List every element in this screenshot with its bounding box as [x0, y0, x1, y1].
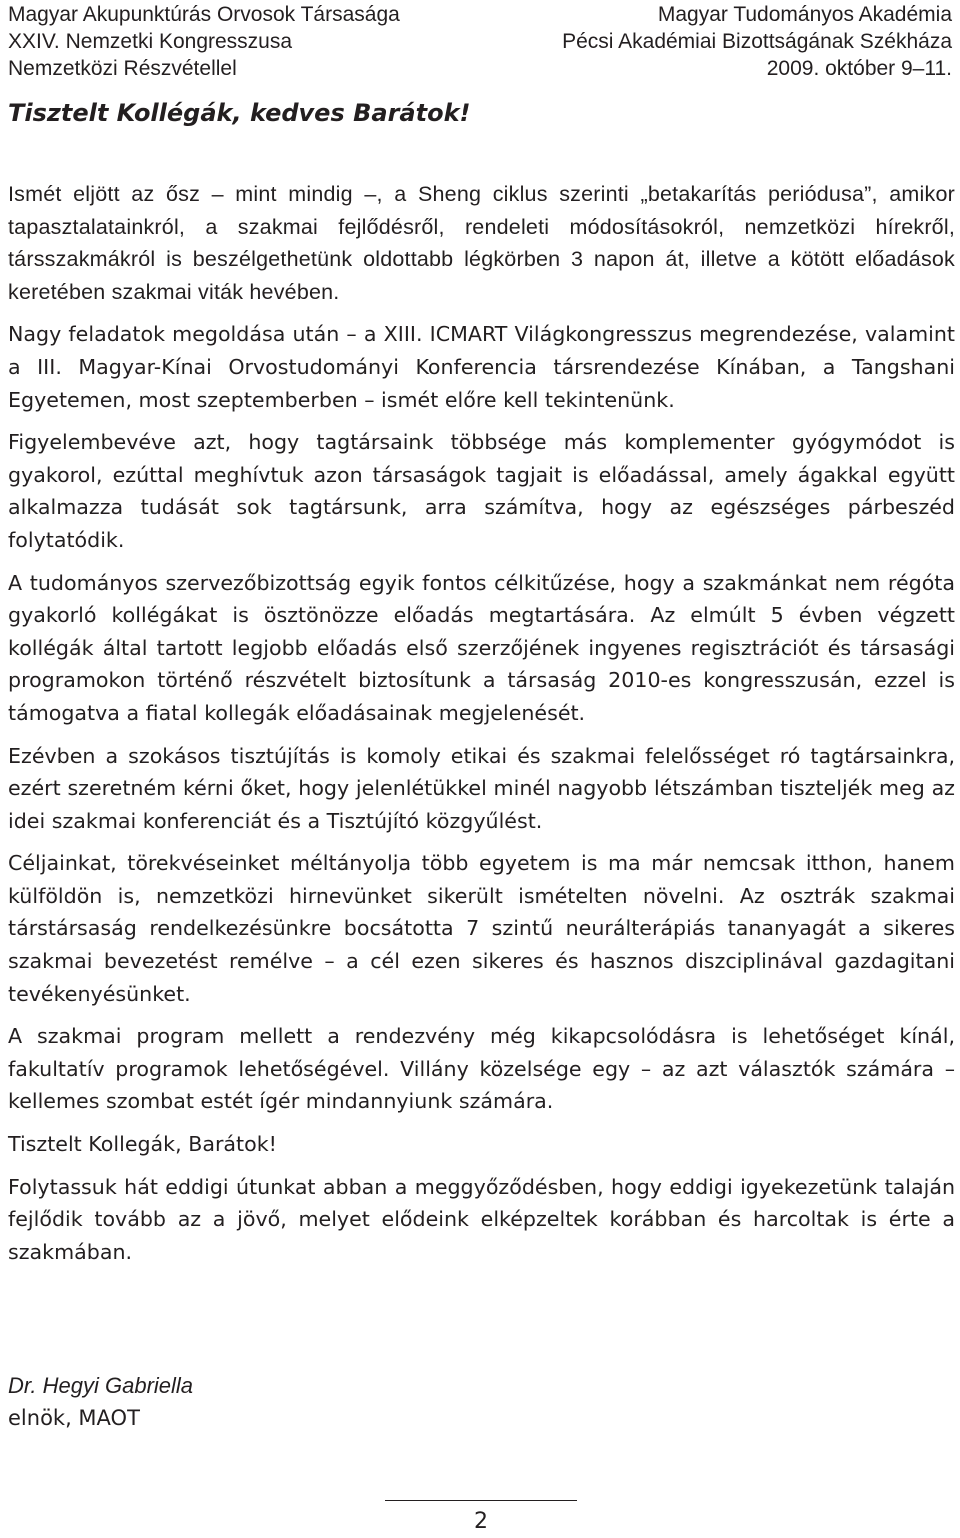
- signatory-role: elnök, MAOT: [8, 1406, 140, 1430]
- signature-block: [8, 1370, 193, 1434]
- header-left-block: [8, 1, 400, 82]
- page-number: 2: [474, 1509, 488, 1534]
- closing-salutation: Tisztelt Kollegák, Barátok!: [8, 1132, 277, 1157]
- paragraph: Nagy feladatok megoldása után – a XIII. ICMART Világkongresszus megrendezése, valamint a III. Magyar-Kínai Orvostudományi Konferencia társrendezése Kínában, a Tangshani Egyetemen, most szeptemberben – ismét előre kell tekintenünk.: [8, 322, 955, 412]
- footer-divider: [385, 1500, 577, 1501]
- greeting-heading: Tisztelt Kollégák, kedves Barátok!: [8, 99, 471, 127]
- page-header: [8, 0, 952, 90]
- paragraph: Ezévben a szokásos tisztújítás is komoly etikai és szakmai felelősséget ró tagtársainkra, ezért szeretném kérni őket, hogy jelenlétükkel minél nagyobb létszámban tiszteljék meg az idei szakmai konferenciát és a Tisztújító közgyűlést.: [8, 743, 955, 833]
- signatory-name: Dr. Hegyi Gabriella: [8, 1373, 194, 1398]
- paragraph: Figyelembevéve azt, hogy tagtársaink többsége más komplementer gyógymódot is gyakorol, ezúttal meghívtuk azon társaságok tagjait is előadással, amely ágakkal együtt alkalmazza tudását sok tagtársunk, arra számítva, hogy az egészséges párbeszéd folytatódik.: [8, 430, 955, 552]
- header-right-block: [562, 1, 952, 82]
- paragraph: A szakmai program mellett a rendezvény még kikapcsolódásra is lehetőséget kínál, fakultatív programok lehetőségével. Villány közelsége egy – az azt választók számára – kellemes szombat estét ígér mindannyiunk számára.: [8, 1024, 955, 1114]
- society-name: Magyar Akupunktúrás Orvosok Társasága: [8, 3, 400, 26]
- congress-title: XXIV. Nemzetki Kongresszusa: [8, 30, 293, 53]
- letter-body: [8, 178, 955, 1278]
- paragraph: Céljainkat, törekvéseinket méltányolja több egyetem is ma már nemcsak itthon, hanem külföldön is, nemzetközi hirnevünket sikerült ismételten növelni. Az osztrák szakmai társtársaság rendelkezésünkre bocsátotta 7 szintű neurálterápiás tananyagát a sikeres szakmai bevezetést remélve – a cél ezen sikeres és hasznos diszciplinával gazdagitani tevékenyésünket.: [8, 851, 955, 1006]
- participation-note: Nemzetközi Részvétellel: [8, 57, 237, 80]
- event-date: 2009. október 9–11.: [766, 57, 952, 80]
- venue-name: Magyar Tudományos Akadémia: [657, 3, 952, 26]
- paragraph: A tudományos szervezőbizottság egyik fontos célkitűzése, hogy a szakmánkat nem régóta gyakorló kollégákat is ösztönözze előadás megtartására. Az elmúlt 5 évben végzett kollégák által tartott legjobb előadás első szerzőjének ingyenes regisztrációt és társasági programokon történő részvételt biztosítunk a társaság 2010-es kongresszusán, ezzel is támogatva a fiatal kollegák előadásainak megjelenését.: [8, 570, 955, 725]
- venue-building: Pécsi Akadémiai Bizottságának Székháza: [562, 30, 952, 53]
- paragraph: Folytassuk hát eddigi útunkat abban a meggyőződésben, hogy eddigi igyekezetünk talaján fejlődik tovább az a jövő, melyet elődeink elképzeltek korábban és harcoltak is érte a szakmában.: [8, 1174, 955, 1264]
- paragraph: Ismét eljött az ősz – mint mindig –, a Sheng ciklus szerinti „betakarítás periódusa”, amikor tapasztalatainkról, a szakmai fejlődésről, rendeleti módosításokról, nemzetközi hírekről, társszakmákról is beszélgethetünk oldottabb légkörben 3 napon át, illetve a kötött előadások keretében szakmai viták hevében.: [8, 182, 955, 304]
